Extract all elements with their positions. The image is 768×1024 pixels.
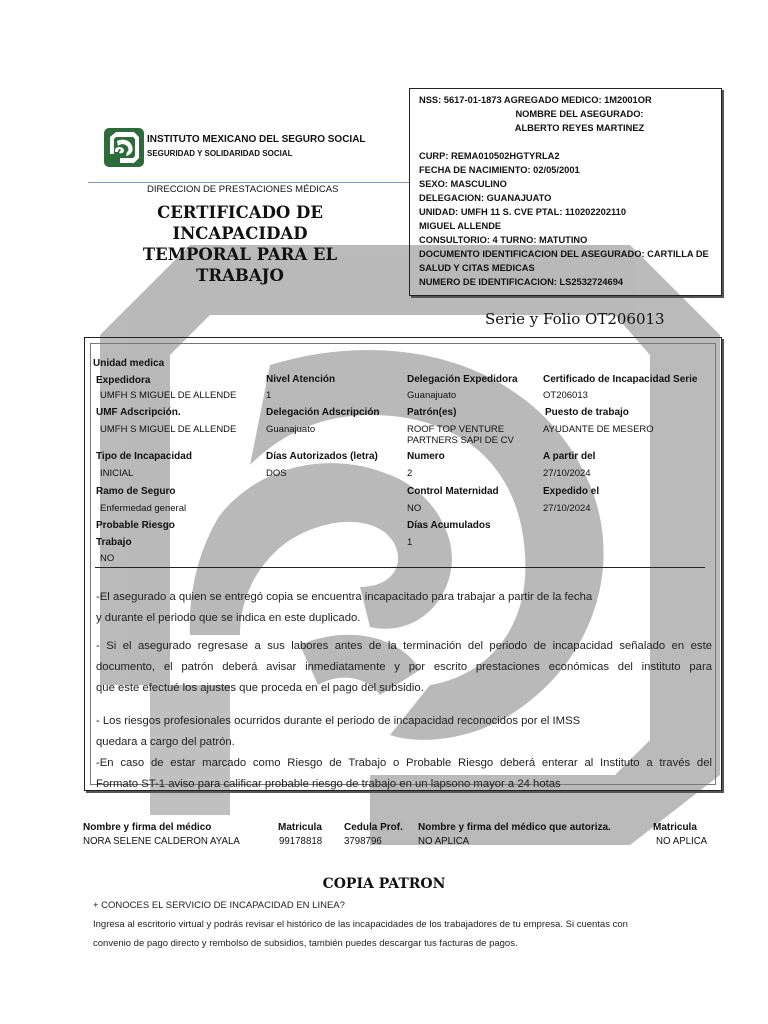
- dias-acumulados-value: 1: [407, 537, 413, 548]
- nivel-atencion-label: Nivel Atención: [266, 374, 336, 385]
- certificado-serie-label: Certificado de Incapacidad Serie: [543, 374, 698, 385]
- ramo-seguro-label: Ramo de Seguro: [96, 486, 176, 497]
- ramo-seguro-value: Enfermedad general: [100, 503, 187, 514]
- documento-id-2: SALUD Y CITAS MEDICAS: [419, 263, 535, 273]
- note-1-line1: -El asegurado a quien se entregó copia se encuentra incapacitado para trabajar a partir de la fecha: [96, 591, 593, 603]
- footer-line3: convenio de pago directo y rembolso de subsidios, también puedes descargar tus facturas de pagos.: [93, 938, 518, 949]
- curp: CURP: REMA010502HGTYRLA2: [419, 151, 560, 161]
- patron-value: [407, 424, 514, 446]
- matricula2-label: Matricula: [653, 822, 697, 833]
- delegacion-adscripcion-value: Guanajuato: [266, 424, 316, 435]
- delegacion-expedidora-value: Guanajuato: [407, 390, 457, 401]
- tipo-incapacidad-label: Tipo de Incapacidad: [96, 451, 192, 462]
- institution-subtitle: SEGURIDAD Y SOLIDARIDAD SOCIAL: [147, 149, 293, 158]
- expedido-el-value: 27/10/2024: [543, 503, 591, 514]
- numero-identificacion: NUMERO DE IDENTIFICACION: LS2532724694: [419, 277, 624, 287]
- sexo: SEXO: MASCULINO: [419, 179, 507, 189]
- numero-value: 2: [407, 468, 413, 479]
- cedula-value: 3798796: [344, 836, 382, 847]
- note-1: [96, 587, 696, 629]
- note-2-line1: - Si el asegurado regresase a sus labores antes de la terminación del periodo de incapacidad señalado en este: [96, 640, 712, 652]
- matricula2-value: NO APLICA: [656, 836, 708, 847]
- note-4-line2: Formato ST-1 aviso para calificar probable riesgo de trabajo en un lapsono mayor a 24 hotas: [96, 778, 561, 790]
- direccion-label: DIRECCION DE PRESTACIONES MÉDICAS: [147, 184, 339, 195]
- unidad: UNIDAD: UMFH 11 S. CVE PTAL: 110202202110: [419, 207, 627, 217]
- nombre-label: NOMBRE DEL ASEGURADO:: [515, 109, 644, 119]
- certificate-title: [112, 202, 368, 286]
- control-maternidad-label: Control Maternidad: [407, 486, 499, 497]
- note-1-line2: y durante el periodo que se indica en este duplicado.: [96, 612, 361, 624]
- unidad-medica-label: Unidad medica: [93, 358, 165, 369]
- dias-acumulados-label: Días Acumulados: [407, 520, 491, 531]
- expedidora-label: Expedidora: [96, 375, 151, 386]
- dias-autorizados-label: Días Autorizados (letra): [266, 451, 378, 462]
- delegacion: DELEGACION: GUANAJUATO: [419, 193, 552, 203]
- nss-line: NSS: 5617-01-1873 AGREGADO MEDICO: 1M2001OR: [419, 95, 652, 105]
- fecha-nacimiento: FECHA DE NACIMIENTO: 02/05/2001: [419, 165, 580, 175]
- a-partir-del-value: 27/10/2024: [543, 468, 591, 479]
- umf-adscripcion-label: UMF Adscripción.: [96, 407, 181, 418]
- certificado-serie-value: OT206013: [543, 390, 588, 401]
- tipo-incapacidad-value: INICIAL: [100, 468, 134, 479]
- nivel-atencion-value: 1: [266, 390, 272, 401]
- expedidora-value: UMFH S MIGUEL DE ALLENDE: [100, 390, 237, 401]
- certificate-title-line1: CERTIFICADO DE INCAPACIDAD: [157, 203, 323, 243]
- serie-folio: Serie y Folio OT206013: [485, 310, 665, 328]
- a-partir-del-label: A partir del: [543, 451, 596, 462]
- puesto-trabajo-label: Puesto de trabajo: [545, 407, 629, 418]
- delegacion-expedidora-label: Delegación Expedidora: [407, 374, 518, 385]
- matricula-value: 99178818: [279, 836, 323, 847]
- nombre-asegurado: ALBERTO REYES MARTINEZ: [514, 123, 645, 133]
- institution-name: INSTITUTO MEXICANO DEL SEGURO SOCIAL: [147, 134, 366, 145]
- fields-divider: [95, 567, 705, 568]
- imss-eagle-logo-icon: [103, 127, 145, 168]
- copia-patron-heading: COPIA PATRON: [322, 876, 446, 892]
- autoriza-label: Nombre y firma del médico que autoriza.: [418, 822, 611, 833]
- puesto-trabajo-value: AYUDANTE DE MESERO: [543, 424, 654, 435]
- unidad-cont: MIGUEL ALLENDE: [419, 221, 502, 231]
- probable-riesgo-label-2: Trabajo: [96, 537, 132, 548]
- patron-label: Patrón(es): [407, 407, 457, 418]
- expedido-el-label: Expedido el: [543, 486, 600, 497]
- control-maternidad-value: NO: [407, 503, 422, 514]
- note-3-line1: - Los riesgos profesionales ocurridos durante el periodo de incapacidad reconocidos por el IMSS: [96, 715, 581, 727]
- medico-value: NORA SELENE CALDERON AYALA: [83, 836, 240, 847]
- medico-label: Nombre y firma del médico: [83, 822, 212, 833]
- patron-value-line2: PARTNERS SAPI DE CV: [407, 435, 514, 446]
- umf-adscripcion-value: UMFH S MIGUEL DE ALLENDE: [100, 424, 237, 435]
- patron-value-line1: ROOF TOP VENTURE: [407, 424, 505, 435]
- dias-autorizados-value: DOS: [266, 468, 287, 479]
- note-2: [96, 636, 712, 699]
- header-divider: [88, 182, 410, 183]
- asegurado-box: [409, 88, 722, 296]
- matricula-label: Matricula: [278, 822, 322, 833]
- footer-info: [93, 896, 733, 953]
- note-3: [96, 711, 712, 795]
- note-2-line3: que este efectué los ajustes que proceda en el pago del subsidio.: [96, 682, 424, 694]
- footer-line1: + CONOCES EL SERVICIO DE INCAPACIDAD EN LINEA?: [93, 900, 345, 911]
- probable-riesgo-label: Probable Riesgo: [96, 520, 175, 531]
- delegacion-adscripcion-label: Delegación Adscripción: [266, 407, 380, 418]
- note-2-line2: documento, el patrón deberá avisar inmediatamente y por escrito prestaciones económicas del instituto para: [96, 661, 712, 673]
- certificate-title-line2: TEMPORAL PARA EL TRABAJO: [142, 245, 338, 285]
- documento-id-1: DOCUMENTO IDENTIFICACION DEL ASEGURADO: CARTILLA DE: [419, 249, 709, 259]
- cedula-label: Cedula Prof.: [344, 822, 403, 833]
- note-3-line2: quedara a cargo del patrón.: [96, 736, 235, 748]
- footer-line2: Ingresa al escritorio virtual y podrás revisar el histórico de las incapacidades de los trabajadores de tu empresa. Si cuentas con: [93, 919, 628, 930]
- autoriza-value: NO APLICA: [418, 836, 470, 847]
- note-4-line1: -En caso de estar marcado como Riesgo de Trabajo o Probable Riesgo deberá enterar al Instituto a través del: [96, 757, 712, 769]
- probable-riesgo-value: NO: [100, 553, 115, 564]
- numero-label: Numero: [407, 451, 445, 462]
- consultorio: CONSULTORIO: 4 TURNO: MATUTINO: [419, 235, 588, 245]
